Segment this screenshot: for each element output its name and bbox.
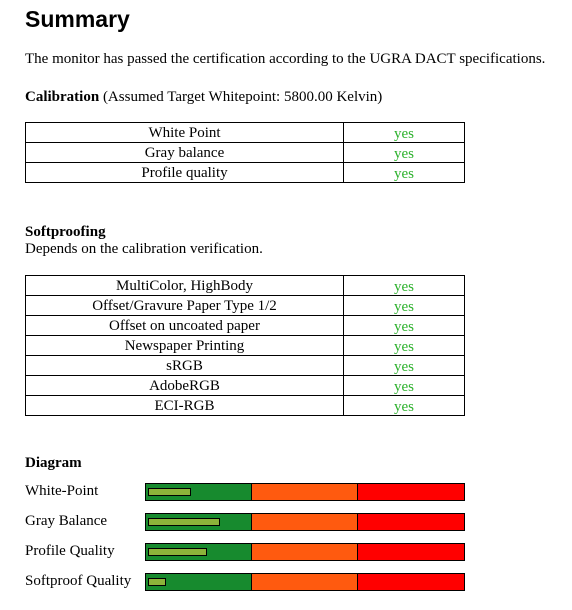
diagram-label: Gray Balance <box>25 513 108 529</box>
bar-segment-orange <box>252 544 358 560</box>
table-row <box>26 376 465 396</box>
calibration-label: Gray balance <box>26 143 344 163</box>
diagram-label: Softproof Quality <box>25 573 132 589</box>
calibration-label: White Point <box>26 123 344 143</box>
softproof-label: AdobeRGB <box>26 376 344 396</box>
bar-level-fill <box>148 488 191 496</box>
softproofing-subheading: Depends on the calibration verification. <box>25 241 263 257</box>
quality-bar <box>145 543 465 561</box>
softproofing-heading: Softproofing <box>25 224 106 240</box>
softproof-label: MultiColor, HighBody <box>26 276 344 296</box>
diagram-label: White-Point <box>25 483 99 499</box>
bar-segment-red <box>358 574 464 590</box>
softproof-result: yes <box>344 336 465 356</box>
table-row <box>26 296 465 316</box>
softproof-result: yes <box>344 276 465 296</box>
softproof-result: yes <box>344 356 465 376</box>
bar-level-fill <box>148 548 207 556</box>
calibration-whitepoint-note: (Assumed Target Whitepoint: 5800.00 Kelvin) <box>102 89 383 105</box>
softproof-label: sRGB <box>26 356 344 376</box>
diagram-row-white-point <box>25 481 475 501</box>
table-row <box>26 356 465 376</box>
diagram-row-gray-balance <box>25 511 475 531</box>
bar-segment-red <box>358 514 464 530</box>
softproof-label: Newspaper Printing <box>26 336 344 356</box>
table-row <box>26 316 465 336</box>
softproof-label: Offset on uncoated paper <box>26 316 344 336</box>
table-row <box>26 336 465 356</box>
bar-level-fill <box>148 578 166 586</box>
diagram-label: Profile Quality <box>25 543 115 559</box>
calibration-result: yes <box>344 163 465 183</box>
certification-statement: The monitor has passed the certification according to the UGRA DACT specifications. <box>25 51 546 67</box>
softproofing-table <box>25 275 465 416</box>
calibration-table <box>25 122 465 183</box>
softproof-label: ECI-RGB <box>26 396 344 416</box>
calibration-label: Profile quality <box>26 163 344 183</box>
bar-segment-orange <box>252 574 358 590</box>
calibration-result: yes <box>344 123 465 143</box>
quality-bar <box>145 513 465 531</box>
quality-bar <box>145 483 465 501</box>
bar-segment-red <box>358 544 464 560</box>
softproof-result: yes <box>344 376 465 396</box>
table-row <box>26 276 465 296</box>
calibration-result: yes <box>344 143 465 163</box>
summary-title: Summary <box>25 6 130 32</box>
bar-segment-orange <box>252 514 358 530</box>
diagram-row-softproof-quality <box>25 571 475 591</box>
table-row <box>26 396 465 416</box>
diagram-heading: Diagram <box>25 455 82 471</box>
bar-level-fill <box>148 518 220 526</box>
softproof-result: yes <box>344 396 465 416</box>
diagram-row-profile-quality <box>25 541 475 561</box>
softproof-result: yes <box>344 316 465 336</box>
table-row <box>26 163 465 183</box>
softproof-label: Offset/Gravure Paper Type 1/2 <box>26 296 344 316</box>
calibration-heading-label: Calibration <box>25 89 100 105</box>
quality-bar <box>145 573 465 591</box>
table-row <box>26 123 465 143</box>
bar-segment-orange <box>252 484 358 500</box>
softproof-result: yes <box>344 296 465 316</box>
calibration-heading <box>25 88 382 106</box>
table-row <box>26 143 465 163</box>
bar-segment-red <box>358 484 464 500</box>
